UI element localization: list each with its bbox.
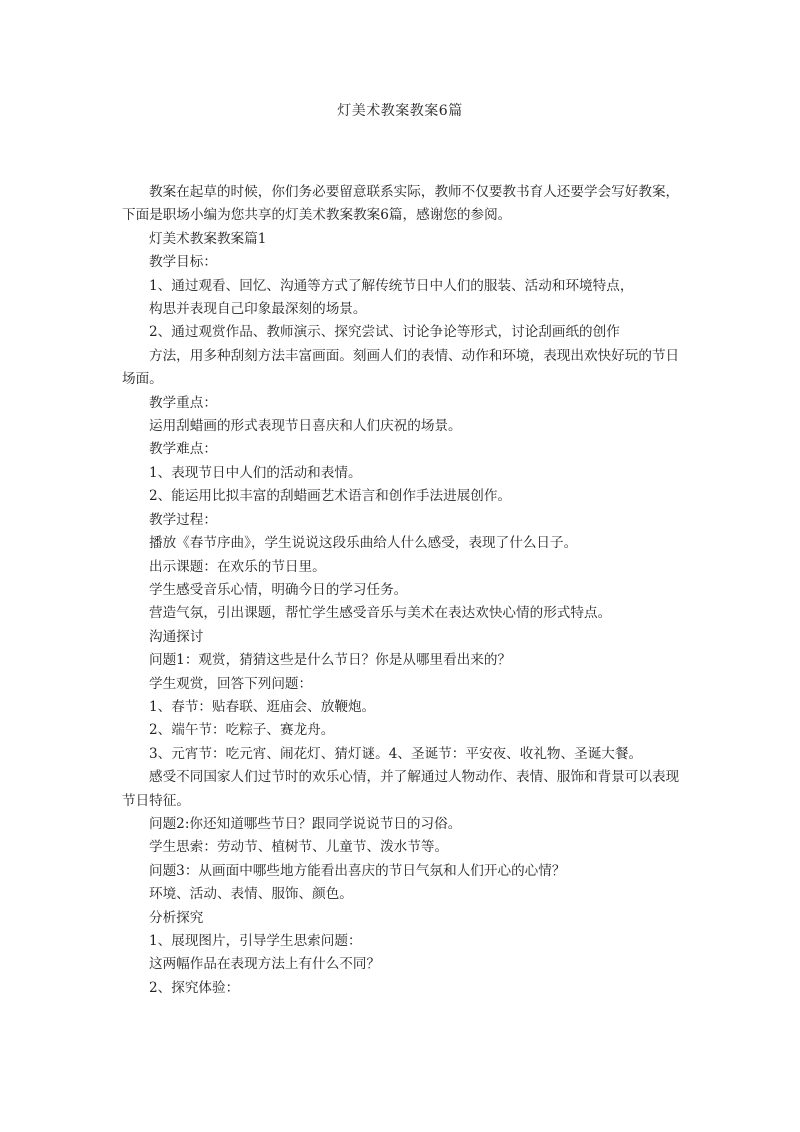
paragraph: 问题3：从画面中哪些地方能看出喜庆的节日气氛和人们开心的心情？ — [149, 862, 566, 879]
paragraph: 环境、活动、表情、服饰、颜色。 — [149, 886, 353, 903]
paragraph: 感受不同国家人们过节时的欢乐心情，并了解通过人物动作、表情、服饰和背景可以表现节日特征。 — [122, 769, 680, 809]
paragraph: 2、探究体验： — [149, 979, 240, 996]
paragraph: 播放《春节序曲》，学生说说这段乐曲给人什么感受，表现了什么日子。 — [149, 535, 578, 552]
paragraph: 2、能运用比拟丰富的刮蜡画艺术语言和创作手法进展创作。 — [149, 488, 512, 505]
paragraph: 1、春节：贴春联、逛庙会、放鞭炮。 — [149, 698, 376, 715]
paragraph: 方法，用多种刮刻方法丰富画面。刻画人们的表情、动作和环境，表现出欢快好玩的节日场面。 — [122, 347, 680, 388]
section-heading: 灯美术教案教案篇1 — [149, 230, 267, 247]
paragraph: 营造气氛，引出课题，帮忙学生感受音乐与美术在表达欢快心情的形式特点。 — [149, 605, 612, 622]
paragraph: 学生思索：劳动节、植树节、儿童节、泼水节等。 — [149, 839, 449, 856]
paragraph: 运用刮蜡画的形式表现节日喜庆和人们庆祝的场景。 — [149, 418, 462, 435]
paragraph: 教学难点： — [149, 441, 217, 458]
document-title: 灯美术教案教案6篇 — [337, 103, 463, 119]
paragraph: 1、通过观看、回忆、沟通等方式了解传统节日中人们的服装、活动和环境特点， — [149, 277, 634, 294]
paragraph: 问题2:你还知道哪些节日？跟同学说说节日的习俗。 — [149, 815, 462, 832]
paragraph: 问题1：观赏，猜猜这些是什么节日？你是从哪里看出来的？ — [149, 652, 512, 669]
paragraph: 分析探究 — [149, 909, 204, 926]
paragraph: 教学过程： — [149, 511, 217, 528]
paragraph: 教学重点： — [149, 394, 217, 411]
paragraph: 3、元宵节：吃元宵、闹花灯、猜灯谜。4、圣诞节：平安夜、收礼物、圣诞大餐。 — [149, 745, 643, 762]
paragraph: 沟通探讨 — [149, 628, 204, 645]
paragraph: 构思并表现自己印象最深刻的场景。 — [149, 301, 367, 318]
paragraph: 出示课题：在欢乐的节日里。 — [149, 558, 326, 575]
paragraph: 1、表现节日中人们的活动和表情。 — [149, 464, 362, 481]
paragraph: 学生感受音乐心情，明确今日的学习任务。 — [149, 581, 408, 598]
paragraph: 教案在起草的时候，你们务必要留意联系实际，教师不仅要教书育人还要学会写好教案，下面是职场小编为您共享的灯美术教案教案6篇，感谢您的参阅。 — [122, 184, 680, 224]
paragraph: 1、展现图片，引导学生思索问题： — [149, 933, 362, 949]
paragraph: 学生观赏，回答下列问题： — [149, 675, 313, 692]
paragraph: 这两幅作品在表现方法上有什么不同？ — [149, 956, 381, 973]
paragraph: 教学目标： — [149, 254, 217, 271]
paragraph: 2、端午节：吃粽子、赛龙舟。 — [149, 722, 335, 739]
paragraph: 2、通过观赏作品、教师演示、探究尝试、讨论争论等形式，讨论刮画纸的创作 — [149, 324, 620, 341]
document-body — [122, 181, 692, 1000]
